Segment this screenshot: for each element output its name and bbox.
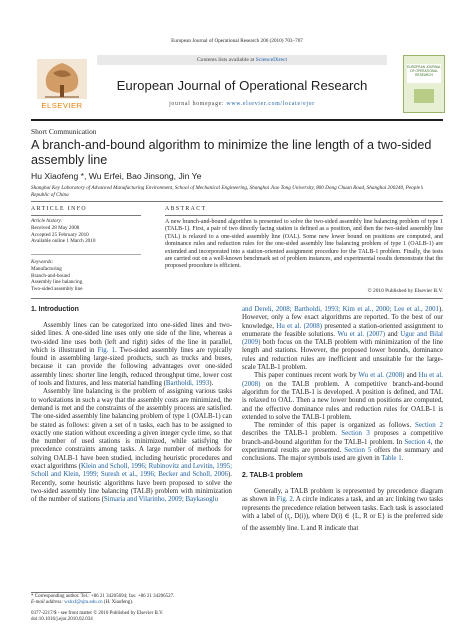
journal-name: European Journal of Operational Research [116,78,368,93]
article-history [31,218,141,245]
table-link[interactable]: Table 1 [381,455,402,463]
intro-paragraph-5: The reminder of this paper is organized as follows. Section 2 describes the TALB-1 problem. Section 3 proposes a competitive branch-and-bound algorithm for the TALB-1 problem. In Section 4, the experimental results are presented. Section 5 offers the summary and conclusions. The major symbols used are given in Table 1. [242,422,444,463]
abstract-bottom-rule [31,298,443,299]
contents-prefix: Contents lists available at [196,57,255,63]
citation-link[interactable]: Klein and Scholl, 1996; Rubinovitz and Levitin, 1995; Scholl and Klein, 1999; Suresh et al., 1996; Becker and Scholl, 2006 [31,463,233,479]
talb-heading: 2. TALB-1 problem [242,471,303,479]
sciencedirect-link[interactable]: ScienceDirect [255,57,288,63]
header-rule [31,119,443,121]
talb-paragraph-1: Generally, a TALB problem is represented by precedence diagram as shown in Fig. 2. A circle indicates a task, and an arc linking two tasks represents the precedence relation between tasks. Each task is associated with a label of ($t_i$, D(i)), where D(i) ∈ {L, R or E} is the preferred side of the assembly line. L and R indicate that [242,487,443,532]
section-link[interactable]: Section 5 [344,447,372,455]
email-link[interactable]: wshxf@sjtu.edu.cn [64,600,103,606]
title-rule [31,201,443,202]
abstract-copyright: © 2010 Published by Elsevier B.V. [367,288,443,294]
elsevier-wordmark: ELSEVIER [41,101,83,110]
citation-link[interactable]: Hu et al. (2008) [242,372,443,388]
history-label: Article history: [31,218,63,224]
cover-graphic [414,89,434,103]
citation-link[interactable]: Bartholdi, 1993 [165,380,210,388]
section-link[interactable]: Section 3 [341,430,370,438]
keywords-block [31,259,141,293]
citation-link[interactable]: Simaria and Vilarinho, 2009; Baykasoglu [103,496,219,504]
accepted-date: Accepted 25 February 2010 [31,231,89,238]
article-info-heading: ARTICLE INFO [31,206,87,212]
section-link[interactable]: Section 2 [415,422,443,430]
figure-link[interactable]: Fig. 2 [276,496,293,504]
citation-link[interactable]: Ugur and Bilal (2009) [242,330,443,347]
elsevier-logo [31,55,93,113]
keyword-item: Two-sided assembly line [31,286,83,293]
article-title: A branch-and-bound algorithm to minimize the line length of a two-sided assembly line [31,138,432,167]
homepage-prefix: journal homepage: [169,101,227,107]
keywords-label: Keywords: [31,259,54,265]
journal-cover-thumbnail [403,55,445,113]
citation-link[interactable]: Hu et al. (2008) [276,322,322,330]
abstract-rule [165,215,443,216]
corresponding-author: * Corresponding author. Tel.: +86 21 34205694; fax: +86 21 34206527. [31,594,175,599]
cover-label: EUROPEAN JOURNAL OF OPERATIONAL RESEARCH [407,64,441,83]
intro-paragraph-2: Assembly line balancing is the problem of assigning various tasks to workstations in such a way that the assembly costs are minimized, the demand is met and the constraints of the assembly process are satisfied. The one-sided assembly line balancing problem of type 1 (OALB-1) can be stated as follows: given a set of n tasks, each has to be assigned to exactly one station without exceeding a given integer cycle time, so that the number of used stations is minimized, while satisfying the precedence constraints among tasks. A large number of methods for solving OALB-1 have been studied, including heuristic procedures and exact algorithms (Klein and Scholl, 1996; Rubinovitz and Levitin, 1995; Scholl and Klein, 1999; Suresh et al., 1996; Becker and Scholl, 2006). Recently, some heuristic algorithms have been proposed to solve the two-sided assembly line balancing (TALB) problem with minimization of the number of stations (Simaria and Vilarinho, 2009; Baykasoglu [31,388,233,504]
journal-header [31,55,443,121]
online-date: Available online 1 March 2010 [31,238,96,245]
section-link[interactable]: Section 4 [404,438,431,446]
received-date: Received 28 May 2008 [31,224,80,231]
keyword-item: Assembly line balancing [31,279,83,286]
figure-link[interactable]: Fig. 1 [97,346,115,354]
author-list: Hu Xiaofeng *, Wu Erfei, Bao Jinsong, Jin Ye [31,171,202,181]
keyword-item: Manufacturing [31,265,62,272]
intro-paragraph-4: This paper continues recent work by Wu et al. (2008) and Hu et al. (2008) on the TALB problem. A competitive branch-and-bound algorithm for the TALB-1 is developed. A position is defined, and TAL is relaxed to OAL. Then a new lower bound on positions are computed, and the effective dominance rules and reduction rules for OALB-1 is extended to solve the TALB-1 problem. [242,372,443,421]
journal-reference: European Journal of Operational Research 206 (2010) 703–707 [171,38,303,44]
journal-masthead [97,55,387,113]
citation-link[interactable]: Wu et al. (2007) [337,330,386,338]
article-info-rule [31,215,141,216]
footnote [31,594,331,606]
journal-homepage [97,101,387,107]
citation-link[interactable]: and Dereli, 2008; Bartholdi, 1993; Kim et al., 2000; Lee et al., 2001 [242,306,439,313]
issn-line: 0377-2217/$ - see front matter © 2010 Published by Elsevier B.V. [31,611,164,616]
footnote-rule [31,592,91,593]
doi-line[interactable]: doi:10.1016/j.ejor.2010.02.034 [31,617,93,623]
affiliation: Shanghai Key Laboratory of Advanced Manufacturing Environment, School of Mechanical Engineering, Shanghai Jiao Tong University, 800 Dong Chuan Road, Shanghai 200240, People’s Republic of China [31,185,424,198]
publication-info [31,611,331,623]
abstract-heading: ABSTRACT [165,206,207,212]
contents-bar [97,55,387,65]
homepage-link[interactable]: www.elsevier.com/locate/ejor [226,101,315,107]
abstract-text: A new branch-and-bound algorithm is presented to solve the two-sided assembly line balancing problem of type 1 (TALB-1). First, a pair of two directly facing station is defined as a position, and then the two-sided assembly line (TAL) is relaxed to a one-sided assembly line (OAL). Some new lower bound on positions are computed, and dominance rules and reduction rules for the one-sided assembly line balancing problem of type 1 (OALB-1) are extended and incorporated into a station-oriented assignment procedure for the TALB-1 problem. Finally, the tests are carried out on a well-known benchmark set of problem instances, and experimental results demonstrate that the proposed procedure is efficient. [165,219,443,270]
introduction-heading: 1. Introduction [31,306,79,313]
intro-paragraph-3: and Dereli, 2008; Bartholdi, 1993; Kim et al., 2000; Lee et al., 2001). However, only a few exact algorithms are reported. To the best of our knowledge, Hu et al. (2008) presented a station-oriented assignment to enumerate the feasible solutions. Wu et al. (2007) and Ugur and Bilal (2009) both focus on the TALB problem with minimization of the line length and stations. However, the proposed lower bounds, dominance rules and reduction rules are inefficient and unsuitable for the large-scale TALB-1 problem. [242,306,443,372]
keyword-item: Branch-and-bound [31,272,70,279]
intro-paragraph-1: Assembly lines can be categorized into one-sided lines and two-sided lines. A one-sided line uses only one side of the line, whereas a two-sided line uses both (left and right) sides of the line in parallel, which is illustrated in Fig. 1. Two-sided assembly lines are typically found in assembling large-sized products, such as trucks and buses, because it can provide the following advantages over one-sided assembly lines: shorter line length, reduced throughput time, lower cost of tools and fixtures, and less material handling (Bartholdi, 1993). [31,322,232,388]
right-column-body [242,306,443,533]
left-column-body [31,322,232,505]
citation-link[interactable]: Wu et al. (2008) [358,372,405,380]
email-line: E-mail address: wshxf@sjtu.edu.cn (H. Xiaofeng). [31,600,134,606]
article-type: Short Communication [31,127,97,136]
